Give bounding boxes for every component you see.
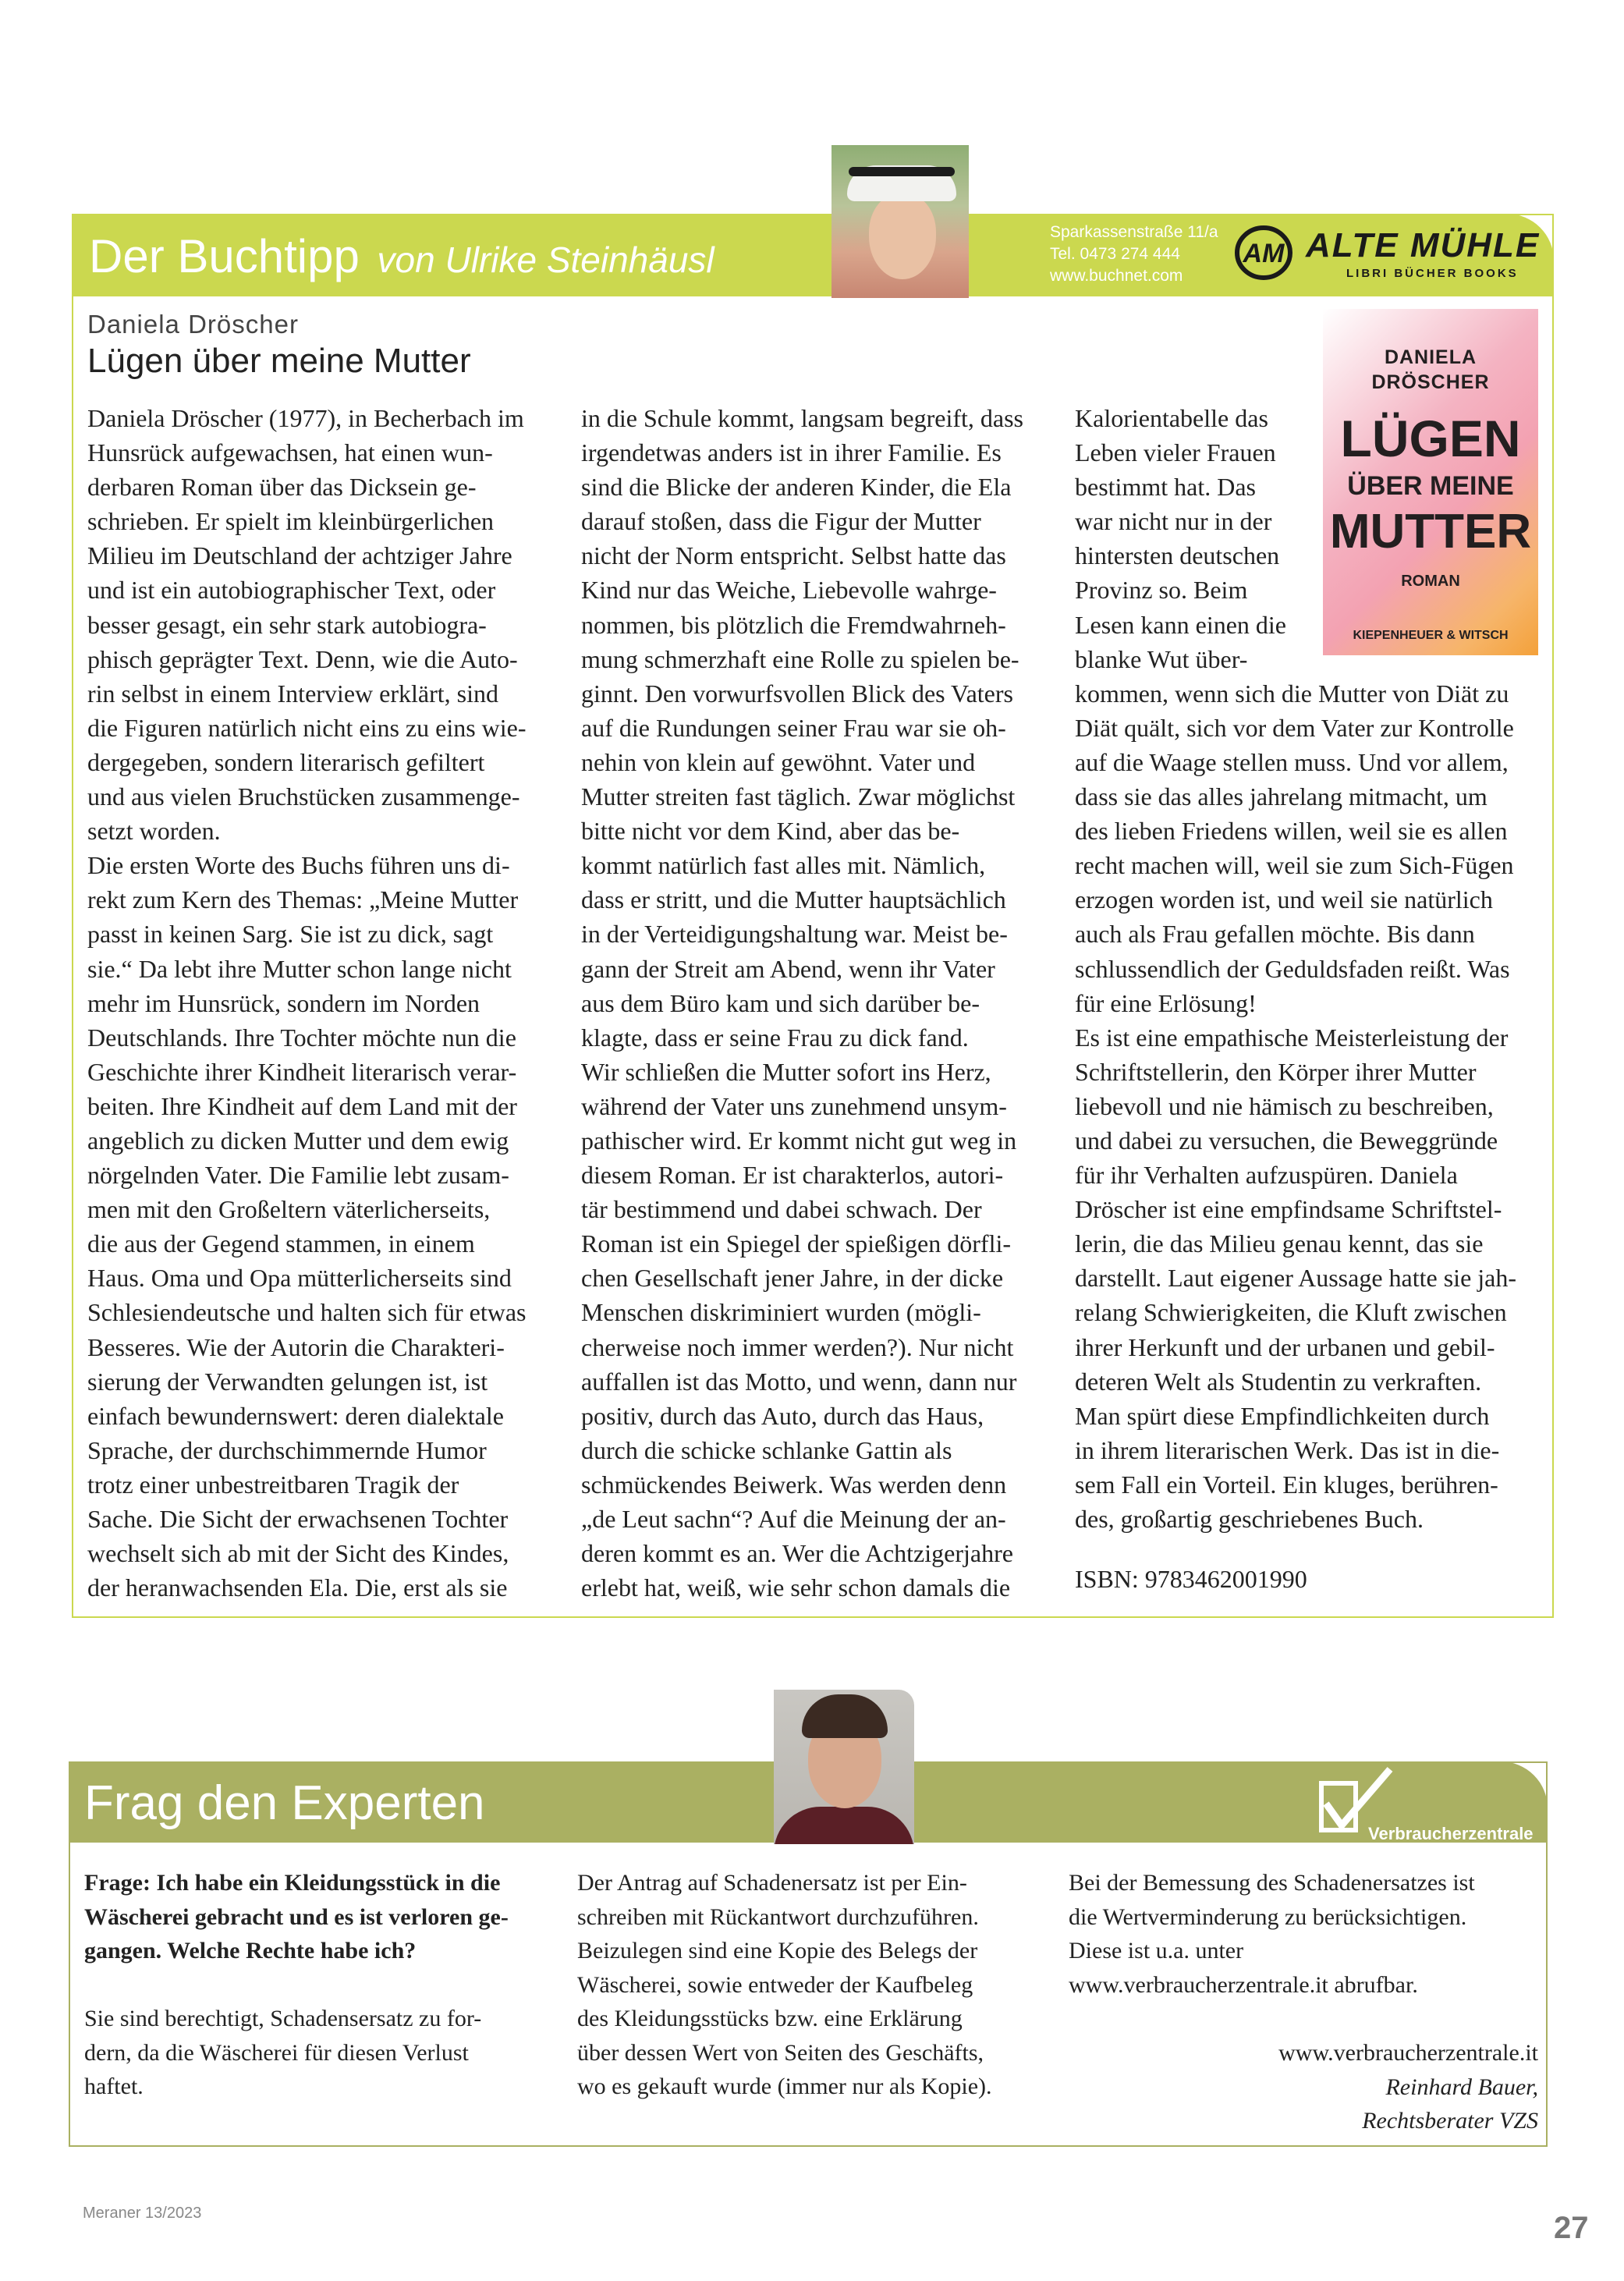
- text-line: in ihrem literarischen Werk. Das ist in die-: [1075, 1435, 1500, 1464]
- text-line: des, großartig geschriebenes Buch.: [1075, 1505, 1424, 1534]
- text-line: besser gesagt, ein sehr stark autobiogra-: [87, 610, 487, 639]
- text-line: die Wertverminderung zu berücksichtigen.: [1069, 1903, 1467, 1930]
- text-line: und ist ein autobiographischer Text, oder: [87, 576, 496, 605]
- text-line: des Kleidungsstücks bzw. eine Erklärung: [577, 2006, 963, 2031]
- text-line: und dabei zu versuchen, die Beweggründe: [1075, 1126, 1498, 1155]
- text-line: und aus vielen Bruchstücken zusammenge-: [87, 782, 520, 811]
- text-line: Diese ist u.a. unter: [1069, 1938, 1244, 1964]
- text-line: Es ist eine empathische Meisterleistung der: [1075, 1023, 1509, 1052]
- text-line: pathischer wird. Er kommt nicht gut weg in: [581, 1126, 1017, 1155]
- text-line: auch als Frau gefallen möchte. Bis dann: [1075, 920, 1475, 949]
- text-line: nehin von klein auf gewöhnt. Vater und: [581, 747, 976, 776]
- isbn: ISBN: 9783462001990: [1075, 1565, 1307, 1593]
- text-line: kommen, wenn sich die Mutter von Diät zu: [1075, 679, 1509, 708]
- text-line: rekt zum Kern des Themas: „Meine Mutter: [87, 885, 519, 914]
- text-line: Provinz so. Beim: [1075, 576, 1248, 605]
- text-line: darstellt. Laut eigener Aussage hatte sie jah-: [1075, 1264, 1517, 1293]
- text-line: Die ersten Worte des Buchs führen uns di-: [87, 851, 510, 880]
- store-phone: Tel. 0473 274 444: [1050, 245, 1180, 263]
- signature-role: Rechtsberater VZS: [1362, 2108, 1538, 2134]
- text-line: kommt natürlich fast alles mit. Nämlich,: [581, 851, 986, 880]
- text-line: Kalorientabelle das: [1075, 404, 1268, 432]
- text-line: passt in keinen Sarg. Sie ist zu dick, sagt: [87, 920, 494, 949]
- experten-question: [84, 1866, 509, 1968]
- text-line: darauf stoßen, dass die Figur der Mutter: [581, 507, 981, 536]
- text-line: chen Gesellschaft jener Jahre, in der dicke: [581, 1264, 1004, 1293]
- text-line: über dessen Wert von Seiten des Geschäfts,: [577, 2039, 984, 2066]
- text-line: aus dem Büro kam und sich darüber be-: [581, 988, 980, 1017]
- text-line: Der Antrag auf Schadenersatz ist per Ein-: [577, 1870, 967, 1896]
- text-line: in der Verteidigungshaltung war. Meist be-: [581, 920, 1008, 949]
- answer-line: Sie sind berechtigt, Schadensersatz zu for-: [84, 2006, 482, 2031]
- cover-publisher: KIEPENHEUER & WITSCH: [1353, 629, 1509, 642]
- signature-name: Reinhard Bauer,: [1385, 2073, 1538, 2100]
- text-line: auffallen ist das Motto, und wenn, dann nur: [581, 1367, 1017, 1396]
- text-line: cherweise noch immer werden?). Nur nicht: [581, 1332, 1014, 1361]
- buchtipp-column-2: [581, 401, 1023, 1605]
- text-line: Wäscherei, sowie entweder der Kaufbeleg: [577, 1971, 973, 1998]
- buchtipp-title: Der Buchtipp: [89, 230, 360, 282]
- text-line: derbaren Roman über das Dicksein ge-: [87, 473, 477, 502]
- text-line: wo es gekauft wurde (immer nur als Kopie).: [577, 2073, 992, 2099]
- text-line: während der Vater uns zunehmend unsym-: [581, 1091, 1007, 1120]
- text-line: irgendetwas anders ist in ihrer Familie. Es: [581, 438, 1002, 467]
- text-line: nicht der Norm entspricht. Selbst hatte das: [581, 541, 1006, 570]
- issue-label: Meraner 13/2023: [83, 2205, 202, 2222]
- text-line: beiten. Ihre Kindheit auf dem Land mit der: [87, 1091, 517, 1120]
- text-line: Sache. Die Sicht der erwachsenen Tochter: [87, 1505, 509, 1533]
- text-line: Besseres. Wie der Autorin die Charakteri-: [87, 1332, 505, 1361]
- cover-title-line2: ÜBER MEINE: [1347, 471, 1514, 501]
- text-line: gann der Streit am Abend, wenn ihr Vater: [581, 954, 995, 983]
- text-line: bestimmt hat. Das: [1075, 473, 1256, 502]
- text-line: men mit den Großeltern väterlicherseits,: [87, 1195, 491, 1224]
- cover-author-line1: DANIELA: [1384, 346, 1477, 368]
- text-line: mehr im Hunsrück, sondern im Norden: [87, 988, 480, 1017]
- text-line: Hunsrück aufgewachsen, hat einen wun-: [87, 438, 493, 467]
- experten-answer: [84, 2002, 481, 2104]
- text-line: angeblich zu dicken Mutter und dem ewig: [87, 1126, 509, 1155]
- verbraucherzentrale-label: Verbraucherzentrale: [1368, 1824, 1534, 1843]
- text-line: einfach bewundernswert: deren dialektale: [87, 1401, 504, 1430]
- text-line: wechselt sich ab mit der Sicht des Kindes,: [87, 1539, 509, 1568]
- text-line: auf die Waage stellen muss. Und vor allem,: [1075, 747, 1509, 776]
- text-line: schmückendes Beiwerk. Was werden denn: [581, 1470, 1007, 1499]
- logo-mark-text: AM: [1243, 239, 1285, 268]
- text-line: relang Schwierigkeiten, die Kluft zwischen: [1075, 1298, 1507, 1327]
- buchtipp-column-3-top: [1075, 401, 1286, 676]
- text-line: liebevoll und nie hämisch zu beschreiben,: [1075, 1091, 1494, 1120]
- experten-signature: [1278, 2036, 1538, 2138]
- text-line: für ihr Verhalten aufzuspüren. Daniela: [1075, 1161, 1458, 1190]
- cover-title-line3: MUTTER: [1329, 505, 1532, 559]
- text-line: für eine Erlösung!: [1075, 988, 1257, 1017]
- text-line: in die Schule kommt, langsam begreift, dass: [581, 404, 1023, 432]
- text-line: schrieben. Er spielt im kleinbürgerlichen: [87, 507, 495, 536]
- cover-title-line1: LÜGEN: [1340, 410, 1521, 467]
- text-line: durch die schicke schlanke Gattin als: [581, 1435, 952, 1464]
- question-line: Wäscherei gebracht und es ist verloren ge-: [84, 1903, 509, 1930]
- text-line: Bei der Bemessung des Schadenersatzes ist: [1069, 1870, 1475, 1896]
- expert-photo: [774, 1690, 914, 1844]
- text-line: Milieu im Deutschland der achtziger Jahre: [87, 541, 512, 570]
- store-website[interactable]: www.buchnet.com: [1050, 267, 1183, 285]
- question-line: Frage: Ich habe ein Kleidungsstück in die: [84, 1870, 501, 1896]
- book-cover-image: [1323, 309, 1538, 655]
- text-line: schreiben mit Rückantwort durchzuführen.: [577, 1903, 979, 1930]
- store-contact: [1050, 222, 1218, 287]
- text-line: Mutter streiten fast täglich. Zwar möglichst: [581, 782, 1016, 811]
- signature-website[interactable]: www.verbraucherzentrale.it: [1278, 2040, 1538, 2066]
- text-line: Schlesiendeutsche und halten sich für etwas: [87, 1298, 527, 1327]
- text-line: Menschen diskriminiert wurden (mögli-: [581, 1298, 981, 1327]
- text-line: bitte nicht vor dem Kind, aber das be-: [581, 817, 960, 846]
- cover-author-line2: DRÖSCHER: [1371, 371, 1490, 393]
- text-line: sie.“ Da lebt ihre Mutter schon lange nicht: [87, 954, 512, 983]
- text-line: recht machen will, weil sie zum Sich-Fügen: [1075, 851, 1514, 880]
- text-line: blanke Wut über-: [1075, 644, 1248, 673]
- text-line: positiv, durch das Auto, durch das Haus,: [581, 1401, 984, 1430]
- text-line: Dröscher ist eine empfindsame Schriftstel-: [1075, 1195, 1502, 1224]
- experten-title: Frag den Experten: [84, 1776, 485, 1830]
- text-line: rin selbst in einem Interview erklärt, sind: [87, 679, 498, 708]
- text-line: www.verbraucherzentrale.it abrufbar.: [1069, 1971, 1418, 1998]
- book-title: Lügen über meine Mutter: [87, 342, 471, 380]
- text-line: ihrer Herkunft und der urbanen und gebil-: [1075, 1332, 1495, 1361]
- text-line: phisch geprägter Text. Denn, wie die Auto-: [87, 644, 518, 673]
- text-line: schlussendlich der Geduldsfaden reißt. Was: [1075, 954, 1510, 983]
- text-line: klagte, dass er seine Frau zu dick fand.: [581, 1023, 969, 1052]
- text-line: mung schmerzhaft eine Rolle zu spielen be-: [581, 644, 1019, 673]
- text-line: sierung der Verwandten gelungen ist, ist: [87, 1367, 488, 1396]
- cover-genre: ROMAN: [1401, 573, 1460, 590]
- author-photo: [832, 145, 969, 298]
- text-line: Kind nur das Weiche, Liebevolle wahrge-: [581, 576, 997, 605]
- text-line: auf die Rundungen seiner Frau war sie oh-: [581, 713, 1006, 742]
- text-line: war nicht nur in der: [1075, 507, 1272, 536]
- text-line: erzogen worden ist, und weil sie natürlich: [1075, 885, 1493, 914]
- experten-column-3: [1069, 1866, 1475, 2002]
- text-line: Haus. Oma und Opa mütterlicherseits sind: [87, 1264, 512, 1293]
- text-line: Roman ist ein Spiegel der spießigen dörfli-: [581, 1229, 1011, 1258]
- text-line: deren kommt es an. Wer die Achtzigerjahre: [581, 1539, 1013, 1568]
- text-line: erlebt hat, weiß, wie sehr schon damals die: [581, 1573, 1011, 1602]
- text-line: Daniela Dröscher (1977), in Becherbach im: [87, 404, 524, 432]
- text-line: deteren Welt als Studentin zu verkraften.: [1075, 1367, 1482, 1396]
- text-line: ginnt. Den vorwurfsvollen Blick des Vaters: [581, 679, 1013, 708]
- buchtipp-byline: von Ulrike Steinhäusl: [377, 239, 714, 280]
- text-line: Diät quält, sich vor dem Vater zur Kontrolle: [1075, 713, 1514, 742]
- store-logo-name: ALTE MÜHLE: [1306, 226, 1541, 264]
- text-line: Geschichte ihrer Kindheit literarisch verar-: [87, 1057, 517, 1086]
- buchtipp-column-3: [1075, 676, 1516, 1536]
- text-line: Man spürt diese Empfindlichkeiten durch: [1075, 1401, 1490, 1430]
- text-line: setzt worden.: [87, 817, 221, 846]
- text-line: die Figuren natürlich nicht eins zu eins wie-: [87, 713, 527, 742]
- text-line: der heranwachsenden Ela. Die, erst als sie: [87, 1573, 508, 1602]
- experten-column-2: [577, 1866, 992, 2104]
- text-line: Sprache, der durchschimmernde Humor: [87, 1435, 487, 1464]
- text-line: Beizulegen sind eine Kopie des Belegs der: [577, 1938, 978, 1964]
- buchtipp-heading: [89, 229, 714, 283]
- text-line: sem Fall ein Vorteil. Ein kluges, berühren-: [1075, 1470, 1498, 1499]
- text-line: dass sie das alles jahrelang mitmacht, um: [1075, 782, 1487, 811]
- store-address: Sparkassenstraße 11/a: [1050, 223, 1218, 241]
- book-author: Daniela Dröscher: [87, 310, 299, 339]
- text-line: Schriftstellerin, den Körper ihrer Mutter: [1075, 1057, 1477, 1086]
- text-line: trotz einer unbestreitbaren Tragik der: [87, 1470, 459, 1499]
- text-line: hintersten deutschen: [1075, 541, 1280, 570]
- text-line: die aus der Gegend stammen, in einem: [87, 1229, 475, 1258]
- text-line: dass er stritt, und die Mutter hauptsächlich: [581, 885, 1006, 914]
- text-line: „de Leut sachn“? Auf die Meinung der an-: [581, 1505, 1006, 1533]
- text-line: des lieben Friedens willen, weil sie es allen: [1075, 817, 1508, 846]
- store-logo-subtitle: LIBRI BÜCHER BOOKS: [1346, 267, 1519, 280]
- answer-line: haftet.: [84, 2073, 144, 2099]
- text-line: Leben vieler Frauen: [1075, 438, 1276, 467]
- text-line: dergegeben, sondern literarisch gefiltert: [87, 747, 485, 776]
- text-line: diesem Roman. Er ist charakterlos, autori-: [581, 1161, 1004, 1190]
- text-line: lerin, die das Milieu genau kennt, das sie: [1075, 1229, 1484, 1258]
- question-line: gangen. Welche Rechte habe ich?: [84, 1938, 417, 1964]
- page-number: 27: [1554, 2211, 1589, 2245]
- text-line: sind die Blicke der anderen Kinder, die Ela: [581, 473, 1012, 502]
- text-line: nommen, bis plötzlich die Fremdwahrneh-: [581, 610, 1006, 639]
- text-line: nörgelnden Vater. Die Familie lebt zusam-: [87, 1161, 509, 1190]
- answer-line: dern, da die Wäscherei für diesen Verlust: [84, 2039, 469, 2066]
- text-line: tär bestimmend und dabei schwach. Der: [581, 1195, 982, 1224]
- text-line: Deutschlands. Ihre Tochter möchte nun die: [87, 1023, 516, 1052]
- text-line: Wir schließen die Mutter sofort ins Herz,: [581, 1057, 991, 1086]
- buchtipp-column-1: [87, 401, 527, 1605]
- text-line: Lesen kann einen die: [1075, 610, 1286, 639]
